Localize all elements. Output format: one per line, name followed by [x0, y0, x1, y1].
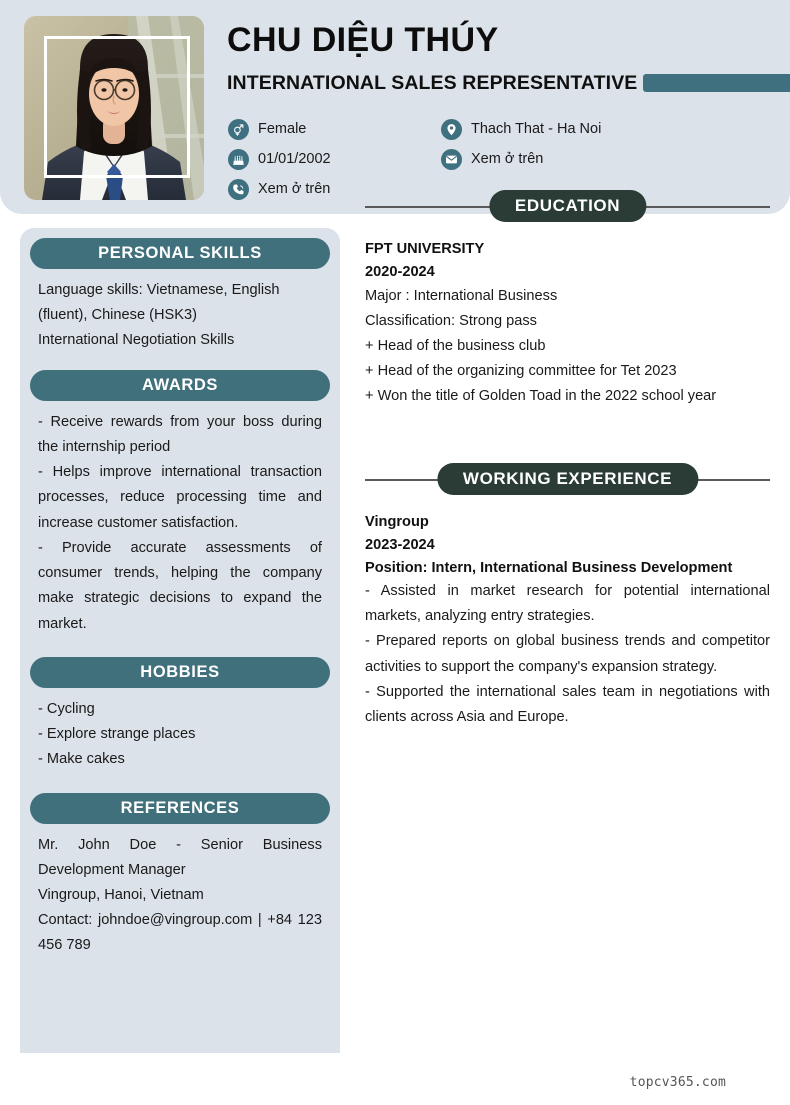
page-title: CHU DIỆU THÚY — [227, 21, 499, 59]
main-section-header-education — [365, 190, 770, 222]
sidebar-text-line: International Negotiation Skills — [38, 332, 235, 349]
sidebar-section-header-references: REFERENCES — [30, 793, 330, 824]
envelope-icon — [441, 149, 462, 170]
section-title-education: EDUCATION — [489, 190, 646, 222]
accent-bar — [643, 74, 790, 92]
sidebar-text-line: Mr. John Doe - Senior Business Development Manager — [38, 836, 322, 878]
job-title: INTERNATIONAL SALES REPRESENTATIVE — [227, 72, 638, 94]
contact-row — [441, 144, 601, 174]
location-pin-icon — [441, 119, 462, 140]
header-panel — [0, 0, 790, 214]
contact-column-right — [441, 114, 601, 174]
photo-frame-overlay — [44, 36, 190, 178]
sidebar-section-header-awards: AWARDS — [30, 370, 330, 401]
sidebar-text-line: Vingroup, Hanoi, Vietnam — [38, 886, 204, 903]
contact-text: Xem ở trên — [471, 151, 544, 167]
section-title-working-experience: WORKING EXPERIENCE — [437, 463, 698, 495]
sidebar-section-header-hobbies: HOBBIES — [30, 657, 330, 688]
experience-detail-line: - Prepared reports on global business trends and competitor activities to support the company's expansion strategy. — [365, 633, 770, 675]
experience-position: Position: Intern, International Business Development — [365, 559, 733, 576]
sidebar-text-line: - Explore strange places — [38, 726, 196, 743]
watermark: topcv365.com — [629, 1075, 726, 1090]
experience-dates: 2023-2024 — [365, 536, 435, 553]
contact-row — [441, 114, 601, 144]
sidebar-text-line: - Helps improve international transaction processes, reduce processing time and increase customer satisfaction. — [38, 464, 322, 531]
contact-row — [228, 144, 331, 174]
education-dates: 2020-2024 — [365, 263, 435, 280]
sidebar-text-line: Language skills: Vietnamese, English (fluent), Chinese (HSK3) — [38, 282, 280, 324]
education-detail-line: Major : International Business — [365, 287, 558, 304]
sidebar-section-body-personal-skills — [20, 269, 340, 354]
sidebar-text-line: - Cycling — [38, 700, 95, 717]
experience-details — [365, 579, 770, 730]
education-entry — [365, 238, 770, 409]
birthday-cake-icon — [228, 149, 249, 170]
sidebar-section-body-hobbies — [20, 688, 340, 773]
sidebar-section-body-references — [20, 824, 340, 959]
education-detail-line: + Head of the organizing committee for Tet 2023 — [365, 362, 677, 379]
main-content — [365, 190, 770, 730]
sidebar-text-line: - Receive rewards from your boss during the internship period — [38, 413, 322, 455]
sidebar-text-line: Contact: johndoe@vingroup.com | +84 123 456 789 — [38, 912, 322, 954]
phone-icon — [228, 179, 249, 200]
profile-photo — [24, 16, 204, 200]
contact-text: Female — [258, 121, 307, 137]
sidebar-section-body-awards — [20, 401, 340, 637]
contact-text: Xem ở trên — [258, 181, 331, 197]
main-section-header-working-experience — [365, 463, 770, 495]
experience-detail-line: - Assisted in market research for potential international markets, analyzing entry strategies. — [365, 583, 770, 625]
sidebar-text-line: - Provide accurate assessments of consumer trends, helping the company make strategic decisions to expand the market. — [38, 539, 322, 632]
sidebar-text-line: - Make cakes — [38, 751, 125, 768]
sidebar-section-header-personal-skills: PERSONAL SKILLS — [30, 238, 330, 269]
experience-detail-line: - Supported the international sales team in negotiations with clients across Asia and Europe. — [365, 683, 770, 725]
contact-column-left — [228, 114, 331, 204]
education-detail-line: + Head of the business club — [365, 337, 546, 354]
sidebar — [20, 228, 340, 1053]
contact-row — [228, 114, 331, 144]
experience-entry — [365, 511, 770, 730]
education-detail-line: + Won the title of Golden Toad in the 2022 school year — [365, 387, 717, 404]
contact-row — [228, 174, 331, 204]
experience-org: Vingroup — [365, 514, 429, 530]
education-details — [365, 284, 770, 409]
gender-icon — [228, 119, 249, 140]
contact-text: 01/01/2002 — [258, 151, 331, 167]
education-detail-line: Classification: Strong pass — [365, 312, 537, 329]
education-org: FPT UNIVERSITY — [365, 241, 485, 257]
contact-text: Thach That - Ha Noi — [471, 121, 602, 137]
